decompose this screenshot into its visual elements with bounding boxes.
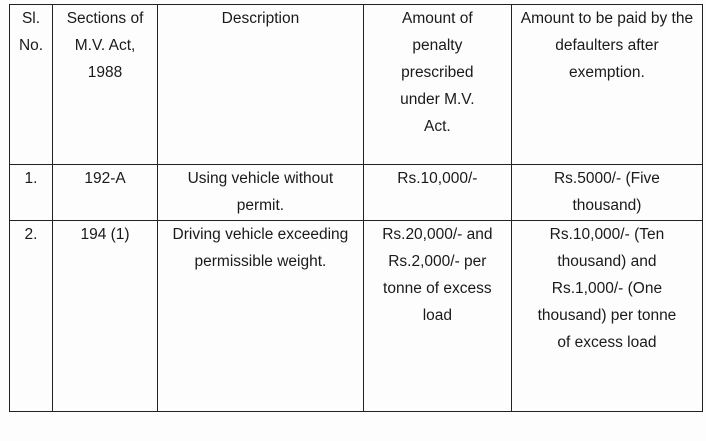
cell-amount-prescribed: Rs.10,000/- xyxy=(363,165,511,221)
penalty-table xyxy=(9,4,703,412)
cell-amount-prescribed: Rs.20,000/- and Rs.2,000/- per tonne of excess load xyxy=(363,221,511,412)
header-sections: Sections of M.V. Act, 1988 xyxy=(53,5,158,165)
header-amount-paid: Amount to be paid by the defaulters after exemption. xyxy=(511,5,702,165)
table-header-row xyxy=(10,5,703,165)
table-row xyxy=(10,165,703,221)
table-row xyxy=(10,221,703,412)
header-description: Description xyxy=(158,5,364,165)
cell-section: 194 (1) xyxy=(53,221,158,412)
cell-sl-no: 1. xyxy=(10,165,53,221)
cell-amount-paid: Rs.5000/- (Five thousand) xyxy=(511,165,702,221)
cell-sl-no: 2. xyxy=(10,221,53,412)
cell-amount-paid: Rs.10,000/- (Ten thousand) and Rs.1,000/- (One thousand) per tonne of excess load xyxy=(511,221,702,412)
header-sl-no: Sl. No. xyxy=(10,5,53,165)
cell-description: Driving vehicle exceeding permissible weight. xyxy=(158,221,364,412)
cell-section: 192-A xyxy=(53,165,158,221)
header-amount-prescribed: Amount of penalty prescribed under M.V. Act. xyxy=(363,5,511,165)
cell-description: Using vehicle without permit. xyxy=(158,165,364,221)
